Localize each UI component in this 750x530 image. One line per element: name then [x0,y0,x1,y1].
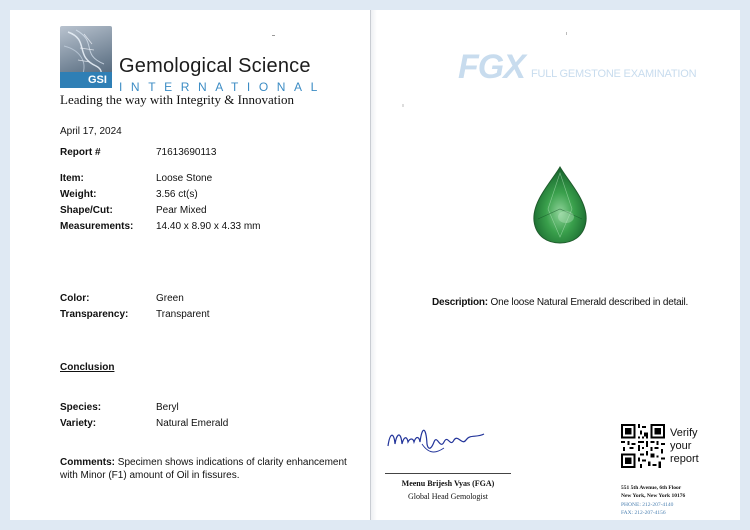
field-value-species: Beryl [156,402,179,413]
paper-speck [272,35,275,36]
description [432,297,688,308]
address-fax: FAX: 212-207-4156 [621,510,666,516]
report-number: 71613690113 [156,147,217,158]
field-label-shape: Shape/Cut: [60,205,113,216]
verify-report-text [670,427,710,466]
field-value-weight: 3.56 ct(s) [156,189,198,200]
description-text: One loose Natural Emerald described in detail. [490,297,689,308]
qr-code[interactable] [621,424,665,468]
field-label-weight: Weight: [60,189,97,200]
field-value-measurements: 14.40 x 8.90 x 4.33 mm [156,221,261,232]
field-value-color: Green [156,293,184,304]
field-label-variety: Variety: [60,418,97,429]
brand-tagline: Leading the way with Integrity & Innovation [60,92,294,107]
signatory-name: Meenu Brijesh Vyas (FGA) [401,479,495,488]
address-line-2: New York, New York 10176 [621,493,686,499]
field-label-species: Species: [60,402,102,413]
verify-line-1: Verify [670,427,698,439]
field-value-transparency: Transparent [156,309,210,320]
comments [60,456,350,482]
field-value-variety: Natural Emerald [156,418,229,429]
signature-line [385,473,511,474]
verify-line-2: your [670,440,692,452]
address-phone: PHONE: 212-207-4140 [621,502,674,508]
fgx-logo: FGX [458,48,525,86]
paper-speck [566,32,567,35]
verify-line-3: report [670,453,699,465]
paper-speck [402,104,404,107]
emerald-gem-image [528,165,592,245]
field-label-transparency: Transparency: [60,309,129,320]
description-label: Description: [432,297,488,308]
comments-label: Comments: [60,457,116,468]
field-label-measurements: Measurements: [60,221,134,232]
gsi-logo-tag: GSI [60,72,112,88]
field-label-color: Color: [60,293,90,304]
fold-shadow [371,10,377,520]
field-label-item: Item: [60,173,84,184]
field-value-item: Loose Stone [156,173,213,184]
field-value-shape: Pear Mixed [156,205,207,216]
signatory-title: Global Head Gemologist [408,492,488,501]
address-line-1: 551 5th Avenue, 6th Floor [621,485,682,491]
brand-title: Gemological Science [119,55,311,77]
fgx-title: FULL GEMSTONE EXAMINATION [531,68,697,80]
comments-text: Specimen shows indications of clarity enhancement with Minor (F1) amount of Oil in fissures. [60,457,347,481]
conclusion-heading: Conclusion [60,362,115,373]
report-date: April 17, 2024 [60,126,122,137]
report-number-label: Report # [60,147,101,158]
signature-image [382,420,502,460]
brand-subtitle: INTERNATIONAL [119,80,326,94]
